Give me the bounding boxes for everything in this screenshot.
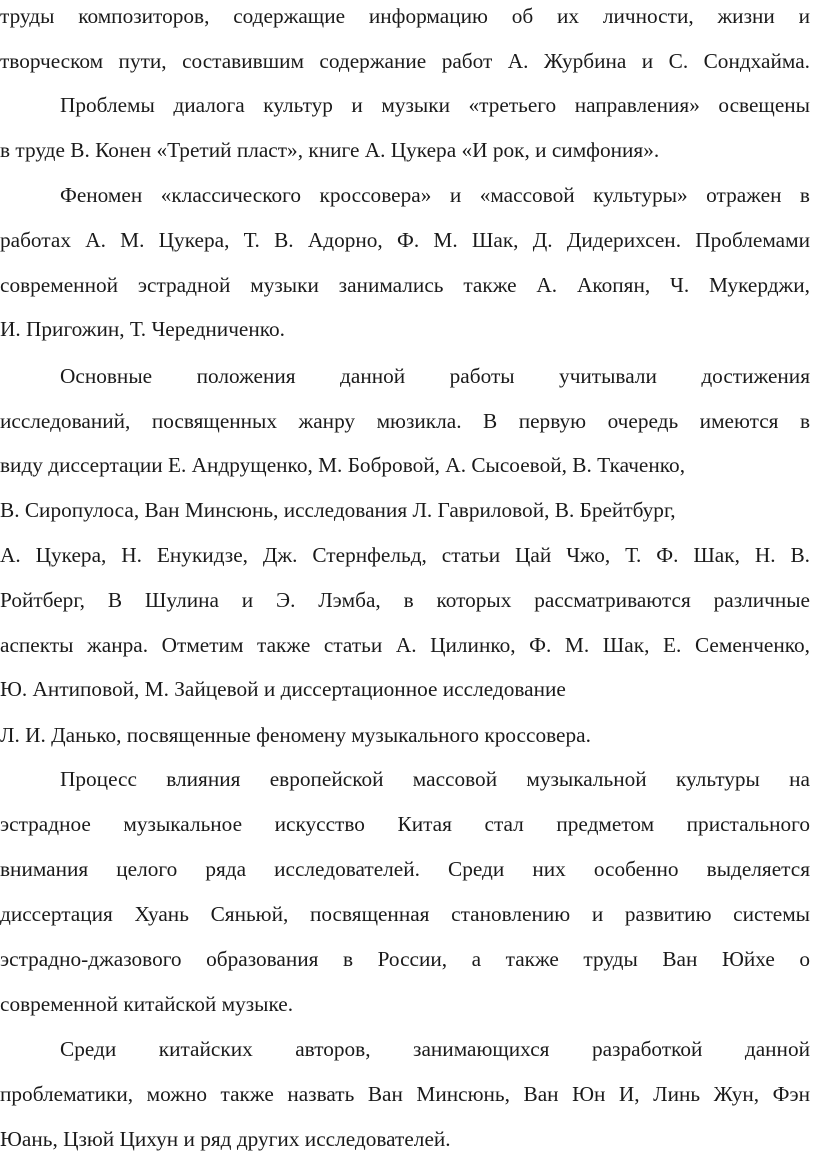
text-line: исследований, посвященных жанру мюзикла. В первую очередь имеются в bbox=[0, 409, 810, 433]
text-line: Ю. Антиповой, М. Зайцевой и диссертационное исследование bbox=[0, 677, 566, 701]
text-line: Феномен «классического кроссовера» и «массовой культуры» отражен в bbox=[60, 183, 810, 207]
text-line: труды композиторов, содержащие информацию об их личности, жизни и bbox=[0, 4, 810, 28]
text-line: виду диссертации Е. Андрущенко, М. Бобровой, А. Сысоевой, В. Ткаченко, bbox=[0, 453, 686, 477]
text-line: Процесс влияния европейской массовой музыкальной культуры на bbox=[60, 767, 810, 791]
text-line: внимания целого ряда исследователей. Среди них особенно выделяется bbox=[0, 857, 810, 881]
text-line: проблематики, можно также назвать Ван Минсюнь, Ван Юн И, Линь Жун, Фэн bbox=[0, 1082, 810, 1106]
text-line: А. Цукера, Н. Енукидзе, Дж. Стернфельд, статьи Цай Чжо, Т. Ф. Шак, Н. В. bbox=[0, 543, 810, 567]
text-line: Основные положения данной работы учитывали достижения bbox=[60, 364, 810, 388]
text-line: современной китайской музыке. bbox=[0, 992, 294, 1016]
text-line: работах А. М. Цукера, Т. В. Адорно, Ф. М. Шак, Д. Дидерихсен. Проблемами bbox=[0, 228, 810, 252]
text-line: эстрадно-джазового образования в России, а также труды Ван Юйхе о bbox=[0, 947, 810, 971]
text-line: Проблемы диалога культур и музыки «третьего направления» освещены bbox=[60, 93, 810, 117]
text-line: Л. И. Данько, посвященные феномену музыкального кроссовера. bbox=[0, 723, 591, 747]
text-line: диссертация Хуань Сяньюй, посвященная становлению и развитию системы bbox=[0, 902, 810, 926]
text-line: эстрадное музыкальное искусство Китая стал предметом пристального bbox=[0, 812, 810, 836]
text-line: И. Пригожин, Т. Чередниченко. bbox=[0, 317, 286, 341]
text-line: Юань, Цзюй Цихун и ряд других исследователей. bbox=[0, 1127, 451, 1151]
text-line: Ройтберг, В Шулина и Э. Лэмба, в которых рассматриваются различные bbox=[0, 588, 810, 612]
text-line: в труде В. Конен «Третий пласт», книге А. Цукера «И рок, и симфония». bbox=[0, 138, 660, 162]
text-line: аспекты жанра. Отметим также статьи А. Цилинко, Ф. М. Шак, Е. Семенченко, bbox=[0, 633, 810, 657]
text-line: Среди китайских авторов, занимающихся разработкой данной bbox=[60, 1037, 810, 1061]
text-line: современной эстрадной музыки занимались также А. Акопян, Ч. Мукерджи, bbox=[0, 273, 810, 297]
text-line: творческом пути, составившим содержание работ А. Журбина и С. Сондхайма. bbox=[0, 49, 810, 73]
text-line: В. Сиропулоса, Ван Минсюнь, исследования Л. Гавриловой, В. Брейтбург, bbox=[0, 498, 676, 522]
